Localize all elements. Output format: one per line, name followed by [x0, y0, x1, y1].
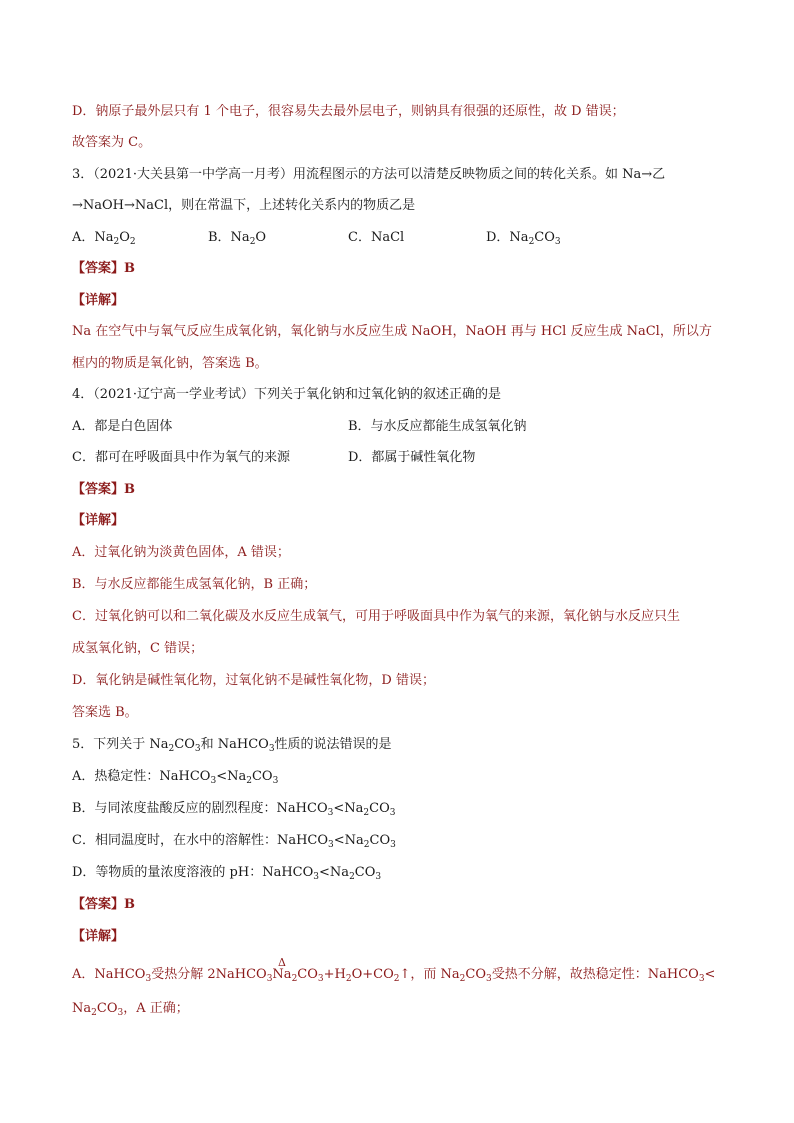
explanation-5-a-line-1: A．NaHCO$_3$受热分解 2NaHCO$_3$ Δ $Na_2CO_3+H_2O+CO_2↑$，而 $Na_2CO_3$受热不分解，故热稳定性：NaHCO$_3$<	[72, 956, 716, 984]
question-3-stem-cont: →NaOH→NaCl，则在常温下，上述转化关系内的物质乙是	[72, 198, 416, 213]
detail-label: 【详解】	[72, 929, 125, 944]
explanation-4-c-line-2: 成氢氧化钠，C 错误；	[72, 641, 204, 656]
answer-label: 【答案】B	[72, 482, 135, 497]
explanation-4-conclusion: 答案选 B。	[72, 705, 138, 720]
option-b: B．与水反应都能生成氢氧化钠	[348, 419, 527, 434]
explanation-3-line-1: Na 在空气中与氧气反应生成氧化钠，氧化钠与水反应生成 NaOH，NaOH 再与 HCl 反应生成 NaCl，所以方	[72, 324, 712, 339]
question-4-options-row-2	[72, 449, 475, 467]
question-5-option-d: D．等物质的量浓度溶液的 pH：$NaHCO_3<Na_2CO_3$	[72, 865, 382, 882]
question-5-option-c: C．相同温度时，在水中的溶解性：$NaHCO_3<Na_2CO_3$	[72, 833, 396, 850]
explanation-4-a: A．过氧化钠为淡黄色固体，A 错误；	[72, 545, 290, 560]
question-3-options	[72, 229, 561, 247]
question-4-stem: 4．（2021·辽宁高一学业考试）下列关于氧化钠和过氧化钠的叙述正确的是	[72, 387, 501, 402]
explanation-line-d: D．钠原子最外层只有 1 个电子，很容易失去最外层电子，则钠具有很强的还原性，故 D 错误；	[72, 104, 625, 119]
explanation-3-line-2: 框内的物质是氧化钠，答案选 B。	[72, 356, 268, 371]
option-c: C．都可在呼吸面具中作为氧气的来源	[72, 450, 290, 465]
option-d: D．$Na_2CO_3$	[486, 230, 561, 247]
explanation-5-a-line-2: $Na_2CO_3$，A 正确；	[72, 1001, 189, 1018]
detail-label: 【详解】	[72, 513, 125, 528]
question-4-options-row-1	[72, 418, 527, 436]
explanation-4-b: B．与水反应都能生成氢氧化钠，B 正确；	[72, 577, 317, 592]
detail-label: 【详解】	[72, 293, 125, 308]
explanation-4-c-line-1: C．过氧化钠可以和二氧化碳及水反应生成氧气，可用于呼吸面具中作为氧气的来源，氧化钠与水反应只生	[72, 609, 680, 624]
option-d: D．都属于碱性氧化物	[348, 450, 476, 465]
question-5-option-b: B．与同浓度盐酸反应的剧烈程度：$NaHCO_3<Na_2CO_3$	[72, 801, 396, 818]
question-3-stem: 3．（2021·大关县第一中学高一月考）用流程图示的方法可以清楚反映物质之间的转化关系。如 Na→乙	[72, 167, 666, 182]
answer-label: 【答案】B	[72, 897, 135, 912]
question-5-stem: 5．下列关于 $Na_2CO_3$和 NaHCO$_3$性质的说法错误的是	[72, 737, 392, 754]
answer-conclusion: 故答案为 C。	[72, 135, 152, 150]
explanation-4-d: D．氧化钠是碱性氧化物，过氧化钠不是碱性氧化物，D 错误；	[72, 673, 435, 688]
question-5-option-a: A．热稳定性：$NaHCO_3<Na_2CO_3$	[72, 769, 279, 786]
heating-condition: Δ Na	[272, 956, 292, 982]
option-a: A．$Na_2O_2$	[72, 230, 136, 247]
option-b: B．$Na_2O$	[208, 230, 267, 247]
answer-label: 【答案】B	[72, 261, 135, 276]
option-a: A．都是白色固体	[72, 419, 173, 434]
option-c: C．NaCl	[348, 230, 405, 245]
